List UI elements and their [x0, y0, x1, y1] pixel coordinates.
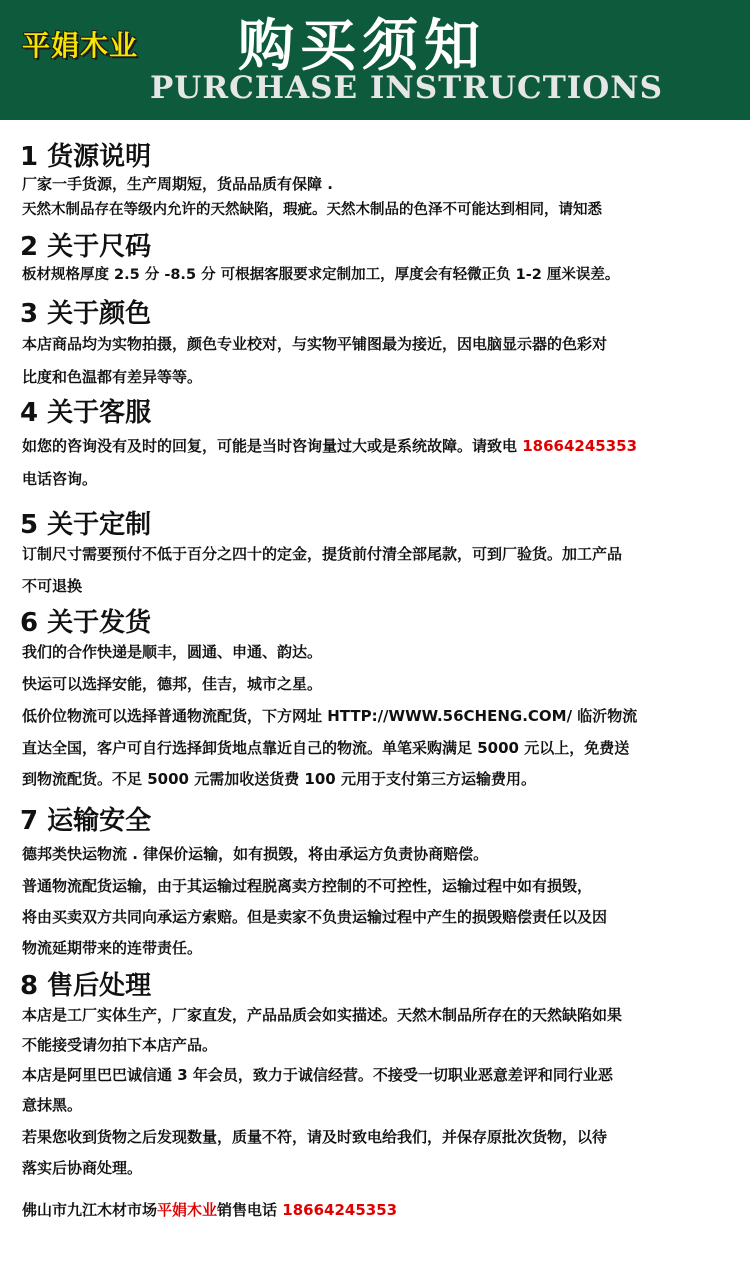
page-subtitle: PURCHASE INSTRUCTIONS — [150, 70, 663, 106]
section-6-line-3: 低价位物流可以选择普通物流配货，下方网址 HTTP://WWW.56CHENG.COM/ 临沂物流 — [22, 707, 638, 725]
section-8-line-5: 若果您收到货物之后发现数量，质量不符，请及时致电给我们，并保存原批次货物，以待 — [22, 1128, 608, 1146]
footer-phone-number: 18664245353 — [282, 1201, 398, 1219]
section-8-line-3: 本店是阿里巴巴诚信通 3 年会员，致力于诚信经营。不接受一切职业恶意差评和同行业恶 — [22, 1066, 613, 1084]
section-7-line-4: 物流延期带来的连带责任。 — [22, 939, 203, 957]
page-title: 购买须知 — [238, 14, 486, 79]
section-5-line-2: 不可退换 — [22, 577, 83, 595]
section-8-line-2: 不能接受请勿拍下本店产品。 — [22, 1036, 218, 1054]
section-4-heading: 4 关于客服 — [20, 398, 152, 428]
section-8-line-1: 本店是工厂实体生产，厂家直发，产品品质会如实描述。天然木制品所存在的天然缺陷如果 — [22, 1006, 623, 1024]
footer-phone-label: 销售电话 — [217, 1201, 283, 1219]
section-8-line-6: 落实后协商处理。 — [22, 1159, 143, 1177]
header-banner — [0, 0, 750, 120]
footer-brand-name: 平娟木业 — [157, 1201, 218, 1219]
section-4-line-2: 电话咨询。 — [22, 470, 98, 488]
section-3-heading: 3 关于颜色 — [20, 299, 152, 329]
section-8-line-4: 意抹黑。 — [22, 1096, 83, 1114]
section-4-line-1 — [22, 435, 637, 456]
section-6-line-2: 快运可以选择安能，德邦，佳吉，城市之星。 — [22, 675, 323, 693]
footer-market-text: 佛山市九江木材市场 — [22, 1201, 158, 1219]
section-8-heading: 8 售后处理 — [20, 971, 152, 1001]
brand-logo-text: 平娟木业 — [22, 29, 139, 62]
section-6-line-5: 到物流配货。不足 5000 元需加收送货费 100 元用于支付第三方运输费用。 — [22, 770, 536, 788]
service-phone-number: 18664245353 — [522, 437, 638, 455]
section-6-line-1: 我们的合作快递是顺丰，圆通、申通、韵达。 — [22, 643, 323, 661]
section-7-line-1: 德邦类快运物流 . 律保价运输，如有损毁，将由承运方负责协商赔偿。 — [22, 845, 489, 863]
section-7-line-3: 将由买卖双方共同向承运方索赔。但是卖家不负贵运输过程中产生的损毁赔偿责任以及因 — [22, 908, 608, 926]
section-3-line-1: 本店商品均为实物拍摄，颜色专业校对，与实物平铺图最为接近，因电脑显示器的色彩对 — [22, 335, 608, 353]
section-4-line-1-text: 如您的咨询没有及时的回复，可能是当时咨询量过大或是系统故障。请致电 — [22, 437, 523, 455]
section-2-heading: 2 关于尺码 — [20, 232, 152, 262]
section-1-line-2: 天然木制品存在等级内允许的天然缺陷，瑕疵。天然木制品的色泽不可能达到相同，请知悉 — [22, 202, 602, 218]
section-6-heading: 6 关于发货 — [20, 608, 152, 638]
footer-contact-line — [22, 1199, 397, 1220]
section-1-heading: 1 货源说明 — [20, 142, 152, 172]
section-5-heading: 5 关于定制 — [20, 510, 152, 540]
section-3-line-2: 比度和色温都有差异等等。 — [22, 368, 203, 386]
section-7-line-2: 普通物流配货运输，由于其运输过程脱离卖方控制的不可控性，运输过程中如有损毁， — [22, 877, 593, 895]
section-6-line-4: 直达全国，客户可自行选择卸货地点靠近自己的物流。单笔采购满足 5000 元以上，免费送 — [22, 739, 630, 757]
section-2-line-1: 板材规格厚度 2.5 分 -8.5 分 可根据客服要求定制加工，厚度会有轻微正负 1-2 厘米误差。 — [22, 267, 620, 283]
section-5-line-1: 订制尺寸需要预付不低于百分之四十的定金，提货前付清全部尾款，可到厂验货。加工产品 — [22, 545, 623, 563]
section-7-heading: 7 运输安全 — [20, 806, 152, 836]
section-1-line-1: 厂家一手货源，生产周期短，货品品质有保障 . — [22, 175, 333, 193]
